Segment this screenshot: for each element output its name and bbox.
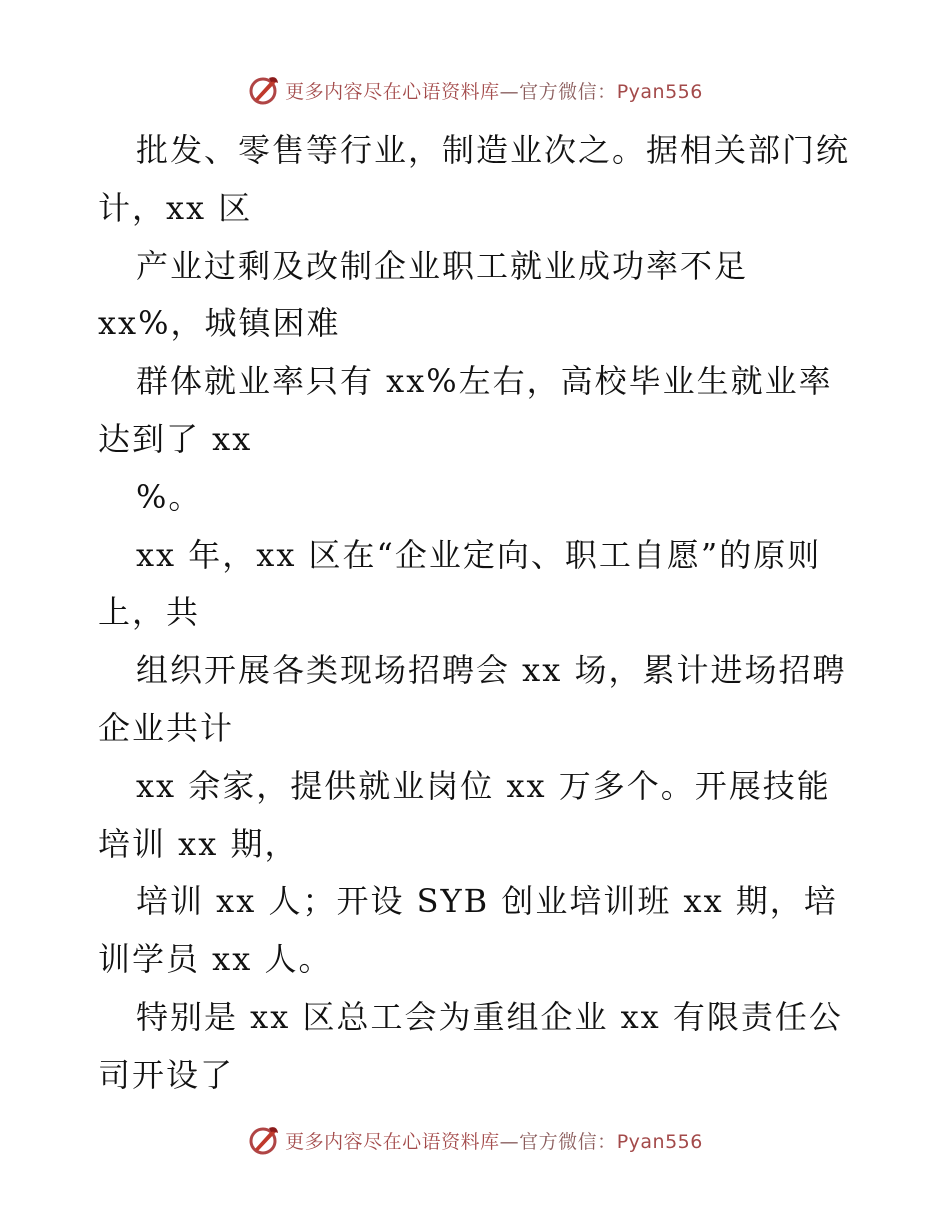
quill-pen-circle-icon (247, 73, 281, 107)
footer-separator: — (499, 1130, 520, 1153)
text-line: 培训 xx 期， (98, 824, 299, 863)
text-line: xx 余家，提供就业岗位 xx 万多个。开展技能 (136, 766, 831, 805)
text-line: 组织开展各类现场招聘会 xx 场，累计进场招聘 (136, 651, 847, 690)
header-separator: — (499, 80, 520, 103)
text-line: xx 年，xx 区在“企业定向、职工自愿”的原则 (136, 535, 822, 574)
quill-pen-circle-icon (247, 1123, 281, 1157)
footer-wechat-label: 官方微信： (519, 1130, 617, 1153)
header-wechat-id: Pyan556 (616, 80, 703, 103)
footer-banner (0, 1120, 950, 1160)
text-line: 司开设了 (98, 1055, 235, 1094)
text-line: 达到了 xx (98, 419, 253, 458)
text-line: 特别是 xx 区总工会为重组企业 xx 有限责任公 (136, 997, 843, 1036)
header-text (285, 77, 703, 104)
header-wechat-label: 官方微信： (519, 80, 617, 103)
text-line: 培训 xx 人；开设 SYB 创业培训班 xx 期，培 (136, 882, 838, 921)
text-line: %。 (136, 477, 203, 516)
text-line: 产业过剩及改制企业职工就业成功率不足 (136, 246, 749, 285)
footer-text (285, 1127, 703, 1154)
text-line: 计，xx 区 (98, 188, 253, 227)
text-line: 群体就业率只有 xx%左右，高校毕业生就业率 (136, 362, 833, 401)
header-site-name: 更多内容尽在心语资料库 (285, 80, 500, 103)
document-body (98, 122, 858, 1105)
text-line: 训学员 xx 人。 (98, 940, 333, 979)
text-line: 批发、零售等行业，制造业次之。据相关部门统 (136, 131, 851, 169)
text-line: 上，共 (98, 593, 201, 632)
footer-site-name: 更多内容尽在心语资料库 (285, 1130, 500, 1153)
text-line: 企业共计 (98, 708, 235, 747)
text-line: xx%，城镇困难 (98, 304, 341, 343)
header-banner (0, 70, 950, 110)
footer-wechat-id: Pyan556 (616, 1130, 703, 1153)
